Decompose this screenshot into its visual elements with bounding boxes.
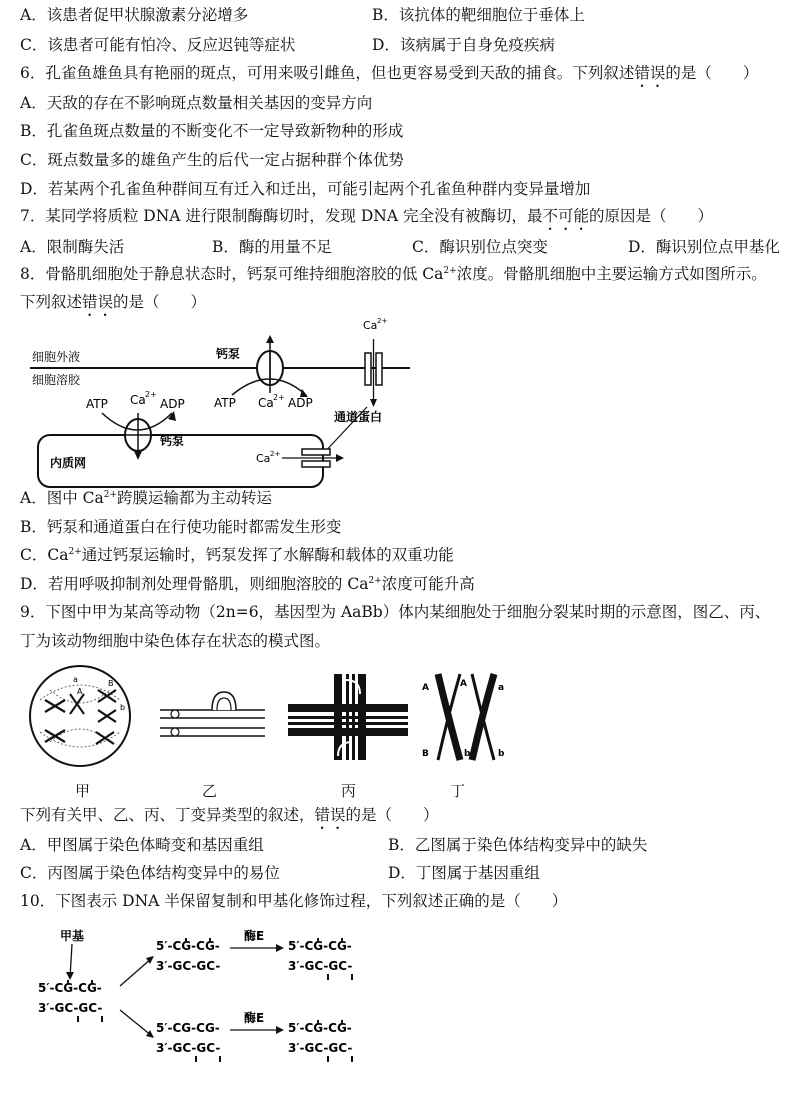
q10-stem: 10．下图表示 DNA 半保留复制和甲基化修饰过程，下列叙述正确的是（ ） [20, 892, 568, 910]
er-pump-label: 钙泵 [160, 434, 185, 448]
membrane-channel-icon [365, 353, 371, 385]
q6-stem-emphasis: 错误 [634, 64, 666, 82]
jia-gene-A: A [77, 687, 83, 696]
q8-stem2-end: 的是（ ） [113, 293, 207, 311]
figure-bing-chromosomes [288, 674, 408, 760]
membrane-atp: ATP [214, 396, 236, 410]
caption-jia: 甲 [75, 782, 91, 800]
q9-question-emphasis: 错误 [314, 806, 346, 824]
parent-strand-5: 5′-CG-CG- [38, 981, 102, 995]
q9-stem-line1: 9．下图中甲为某高等动物（2n=6，基因型为 AaBb）体内某细胞处于细胞分裂某时期的示意图，图乙、丙、 [20, 603, 771, 621]
chromosome-figures [20, 660, 520, 772]
q9-stem-line2: 丁为该动物细胞中染色体存在状态的模式图。 [20, 632, 331, 650]
daughter1-strand-3: 3′-GC-GC- [156, 959, 221, 973]
caption-yi: 乙 [202, 782, 218, 800]
er-channel-ca-sup: 2+ [270, 450, 281, 458]
q6-option-b: B．孔雀鱼斑点数量的不断变化不一定导致新物种的形成 [20, 122, 404, 140]
figure-yi-chromosomes [160, 692, 265, 736]
membrane-ca: Ca [258, 396, 274, 410]
q5-option-c: C．该患者可能有怕冷、反应迟钝等症状 [20, 36, 296, 54]
er-ca: Ca [130, 393, 146, 407]
q8-option-c-end: 通过钙泵运输时，钙泵发挥了水解酶和载体的双重功能 [81, 546, 454, 564]
q8-option-d-sup: 2+ [368, 576, 382, 586]
q7-stem-end: 的原因是（ ） [588, 207, 713, 225]
cytosol-label: 细胞溶胶 [32, 373, 81, 387]
ding-gene-b: b [464, 749, 471, 759]
q5-option-d: D．该病属于自身免疫疾病 [372, 36, 555, 54]
calcium-transport-figure [20, 315, 420, 490]
channel-label: 通道蛋白 [334, 410, 383, 424]
q8-stem2-text: 下列叙述 [20, 293, 83, 311]
q8-option-d-text: D．若用呼吸抑制剂处理骨骼肌，则细胞溶胶的 Ca [20, 575, 369, 593]
product1-strand-5: 5′-CG-CG- [288, 939, 352, 953]
q7-option-d: D．酶识别位点甲基化 [628, 238, 780, 256]
q8-stem-text: 8．骨骼肌细胞处于静息状态时，钙泵可维持细胞溶胶的低 Ca [20, 265, 444, 283]
product2-strand-3: 3′-GC-GC- [288, 1041, 353, 1055]
dna-methylation-figure [30, 920, 390, 1070]
q8-option-d-end: 浓度可能升高 [381, 575, 475, 593]
er-atp: ATP [86, 397, 108, 411]
q8-option-b: B．钙泵和通道蛋白在行使功能时都需发生形变 [20, 518, 342, 536]
outside-label: 细胞外液 [32, 350, 81, 364]
q9-question-end: 的是（ ） [345, 806, 439, 824]
caption-ding: 丁 [450, 782, 466, 800]
q8-option-a-sup: 2+ [103, 490, 118, 500]
q7-stem-emphasis: 不可能 [542, 207, 589, 225]
ding-gene-B: B [422, 749, 429, 759]
membrane-adp: ADP [288, 396, 313, 410]
q6-option-c: C．斑点数量多的雄鱼产生的后代一定占据种群个体优势 [20, 151, 404, 169]
q8-option-a-end: 跨膜运输都为主动转运 [117, 489, 273, 507]
q9-question [20, 804, 439, 833]
q8-stem2-emphasis: 错误 [82, 293, 114, 311]
q6-option-d: D．若某两个孔雀鱼种群间互有迁入和迁出，可能引起两个孔雀鱼种群内变异量增加 [20, 180, 591, 198]
q7-option-b: B．酶的用量不足 [212, 238, 332, 256]
product1-strand-3: 3′-GC-GC- [288, 959, 353, 973]
jia-gene-b: b [120, 703, 126, 712]
q9-option-b: B．乙图属于染色体结构变异中的缺失 [388, 836, 648, 854]
q6-stem-end: 的是（ ） [665, 64, 759, 82]
q9-question-text: 下列有关甲、乙、丙、丁变异类型的叙述， [20, 806, 315, 824]
ding-gene-b2: b [498, 749, 505, 759]
enzyme-label-1: 酶E [244, 929, 265, 943]
q5-option-b: B．该抗体的靶细胞位于垂体上 [372, 6, 585, 24]
q8-stem-text-end: 浓度。骨骼肌细胞中主要运输方式如图所示。 [456, 265, 767, 283]
channel-ca-top: Ca [363, 319, 378, 332]
q7-option-c: C．酶识别位点突变 [412, 238, 548, 256]
q8-option-c-sup: 2+ [68, 547, 82, 557]
channel-ca-top-sup: 2+ [377, 317, 388, 325]
enzyme-label-2: 酶E [244, 1011, 265, 1025]
q6-stem-text: 6．孔雀鱼雄鱼具有艳丽的斑点，可用来吸引雌鱼，但也更容易受到天敌的捕食。下列叙述 [20, 64, 635, 82]
q8-stem-superscript: 2+ [443, 266, 457, 276]
er-channel-icon [302, 449, 330, 455]
q8-stem-line1 [20, 263, 767, 285]
q6-option-a: A．天敌的存在不影响斑点数量相关基因的变异方向 [20, 94, 373, 112]
q8-option-a [20, 487, 272, 509]
ding-gene-A2: A [460, 679, 467, 689]
methyl-label: 甲基 [60, 929, 85, 943]
q9-option-d: D．丁图属于基因重组 [388, 864, 540, 882]
ding-gene-a: a [498, 683, 505, 693]
figure-ding-chromosomes [422, 674, 505, 760]
daughter1-strand-5: 5′-CG-CG- [156, 939, 220, 953]
jia-gene-a-top: a [73, 675, 78, 684]
q5-option-a: A．该患者促甲状腺激素分泌增多 [20, 6, 249, 24]
parent-strand-3: 3′-GC-GC- [38, 1001, 103, 1015]
membrane-ca-sup: 2+ [273, 393, 285, 402]
q8-option-c [20, 544, 454, 566]
q9-option-a: A．甲图属于染色体畸变和基因重组 [20, 836, 264, 854]
q8-option-d [20, 573, 475, 595]
q6-stem [20, 62, 758, 91]
q7-option-a: A．限制酶失活 [20, 238, 125, 256]
jia-gene-B: B [108, 679, 114, 688]
caption-bing: 丙 [341, 782, 357, 800]
er-adp: ADP [160, 397, 185, 411]
daughter2-strand-3: 3′-GC-GC- [156, 1041, 221, 1055]
er-channel-ca: Ca [256, 452, 271, 465]
q8-option-a-text: A．图中 Ca [20, 489, 104, 507]
daughter2-strand-5: 5′-CG-CG- [156, 1021, 220, 1035]
er-label: 内质网 [50, 456, 87, 470]
q7-stem [20, 205, 713, 234]
q7-stem-text: 7．某同学将质粒 DNA 进行限制酶酶切时，发现 DNA 完全没有被酶切，最 [20, 207, 543, 225]
er-ca-sup: 2+ [145, 390, 157, 399]
membrane-pump-label: 钙泵 [216, 347, 241, 361]
q9-option-c: C．丙图属于染色体结构变异中的易位 [20, 864, 280, 882]
q8-option-c-text: C．Ca [20, 546, 69, 564]
ding-gene-A: A [422, 683, 429, 693]
figure-jia-cell [30, 666, 130, 766]
product2-strand-5: 5′-CG-CG- [288, 1021, 352, 1035]
